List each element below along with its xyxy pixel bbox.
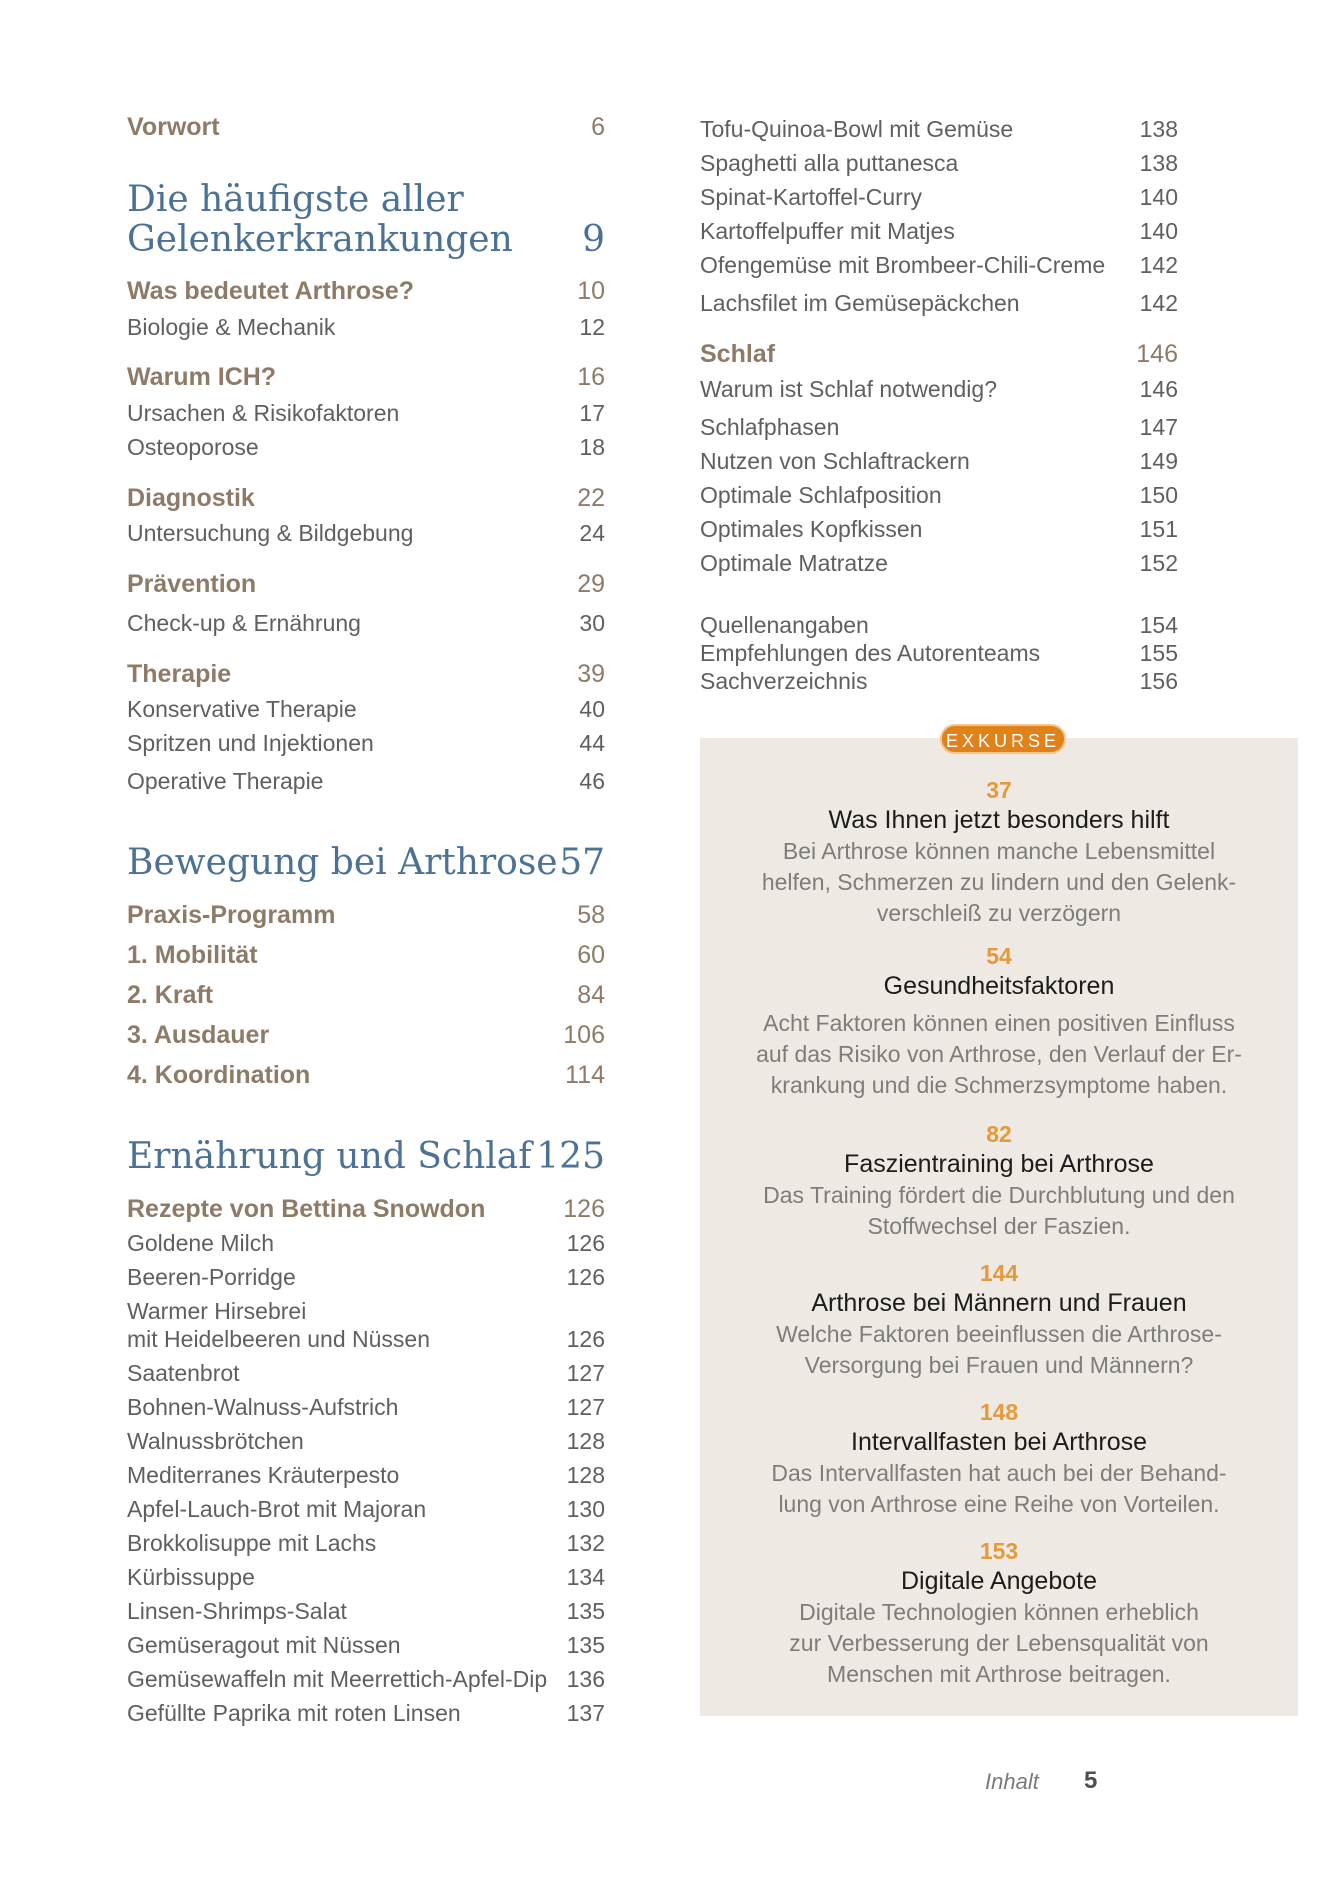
- toc-entry[interactable]: [700, 217, 1178, 245]
- toc-page: 39: [577, 660, 605, 688]
- toc-entry[interactable]: [700, 515, 1178, 543]
- toc-entry[interactable]: [127, 1461, 605, 1489]
- toc-label: Ofengemüse mit Brombeer-Chili-Creme: [700, 252, 1106, 278]
- exkurs-desc-line: Versorgung bei Frauen und Männern?: [804, 1352, 1194, 1378]
- toc-page: 106: [563, 1021, 605, 1049]
- toc-entry[interactable]: [700, 611, 1178, 639]
- toc-page: 146: [1139, 376, 1178, 402]
- toc-entry[interactable]: [127, 1229, 605, 1257]
- toc-page: 126: [566, 1230, 605, 1256]
- toc-page: 149: [1139, 448, 1178, 474]
- exkurs-item[interactable]: [700, 776, 1298, 929]
- toc-label: Warmer Hirsebrei: [127, 1298, 307, 1324]
- toc-page: 57: [559, 842, 605, 883]
- toc-entry[interactable]: [127, 695, 605, 723]
- toc-vorwort[interactable]: [127, 112, 605, 142]
- toc-entry[interactable]: [127, 362, 605, 392]
- exkurs-title: Digitale Angebote: [901, 1567, 1097, 1595]
- chapter-title-3: Ernährung und Schlaf: [127, 1136, 532, 1177]
- toc-label: Schlafphasen: [700, 414, 840, 440]
- exkurs-desc-line: Das Intervallfasten hat auch bei der Behand-: [771, 1460, 1227, 1486]
- exkurs-page: 54: [986, 943, 1012, 969]
- toc-entry[interactable]: [127, 1563, 605, 1591]
- toc-chapter-1[interactable]: [127, 220, 605, 260]
- toc-page: 58: [577, 901, 605, 929]
- toc-label: Goldene Milch: [127, 1230, 275, 1256]
- toc-chapter-3[interactable]: [127, 1137, 605, 1177]
- exkurs-item[interactable]: [700, 1120, 1298, 1242]
- toc-page: 135: [566, 1632, 605, 1658]
- toc-label: Warum ICH?: [127, 363, 277, 391]
- toc-entry[interactable]: [127, 609, 605, 637]
- toc-entry[interactable]: [127, 519, 605, 547]
- exkurs-item[interactable]: [700, 1398, 1298, 1520]
- chapter-title-1-line1: Die häufigste aller: [127, 179, 464, 220]
- toc-page: 146: [1136, 340, 1178, 368]
- toc-page: 142: [1139, 290, 1178, 316]
- toc-label: Warum ist Schlaf notwendig?: [700, 376, 998, 402]
- exkurs-title: Arthrose bei Männern und Frauen: [811, 1289, 1187, 1317]
- toc-entry[interactable]: [700, 183, 1178, 211]
- toc-label: Linsen-Shrimps-Salat: [127, 1598, 347, 1624]
- toc-entry[interactable]: [700, 115, 1178, 143]
- toc-page: 138: [1139, 150, 1178, 176]
- toc-label: Untersuchung & Bildgebung: [127, 520, 414, 546]
- exkurs-title: Faszientraining bei Arthrose: [844, 1150, 1154, 1178]
- toc-page: 18: [579, 434, 605, 460]
- toc-label: Spinat-Kartoffel-Curry: [700, 184, 922, 210]
- toc-page: 147: [1139, 414, 1178, 440]
- toc-page: 127: [566, 1394, 605, 1420]
- toc-entry[interactable]: [127, 767, 605, 795]
- toc-label: Osteoporose: [127, 434, 259, 460]
- toc-page: 140: [1139, 184, 1178, 210]
- toc-label: Walnussbrötchen: [127, 1428, 304, 1454]
- toc-page: 12: [579, 314, 605, 340]
- toc-page: 140: [1139, 218, 1178, 244]
- toc-label: Nutzen von Schlaftrackern: [700, 448, 970, 474]
- toc-entry[interactable]: [127, 1427, 605, 1455]
- toc-label: Ursachen & Risikofaktoren: [127, 400, 400, 426]
- toc-label: 1. Mobilität: [127, 941, 258, 969]
- toc-page: 128: [566, 1462, 605, 1488]
- toc-label: Lachsfilet im Gemüsepäckchen: [700, 290, 1020, 316]
- toc-entry[interactable]: [127, 980, 605, 1010]
- toc-page: 6: [591, 113, 605, 141]
- toc-entry[interactable]: [700, 639, 1178, 667]
- toc-page: 128: [566, 1428, 605, 1454]
- toc-label: Empfehlungen des Autorenteams: [700, 640, 1041, 666]
- toc-entry[interactable]: [700, 413, 1178, 441]
- toc-entry[interactable]: [700, 251, 1178, 279]
- toc-label: Biologie & Mechanik: [127, 314, 336, 340]
- toc-entry[interactable]: [127, 1529, 605, 1557]
- exkurs-desc-line: auf das Risiko von Arthrose, den Verlauf der Er-: [756, 1041, 1242, 1067]
- toc-label: Optimales Kopfkissen: [700, 516, 923, 542]
- toc-label: Rezepte von Bettina Snowdon: [127, 1195, 486, 1223]
- toc-entry-multiline[interactable]: [127, 1297, 605, 1353]
- toc-label: Brokkolisuppe mit Lachs: [127, 1530, 377, 1556]
- toc-label: 2. Kraft: [127, 981, 214, 1009]
- toc-entry[interactable]: [127, 1060, 605, 1090]
- toc-entry[interactable]: [700, 149, 1178, 177]
- toc-entry[interactable]: [700, 289, 1178, 317]
- toc-page: 17: [579, 400, 605, 426]
- toc-page: 132: [566, 1530, 605, 1556]
- exkurs-desc-line: krankung und die Schmerzsymptome haben.: [770, 1072, 1228, 1098]
- exkurs-desc-line: Menschen mit Arthrose beitragen.: [827, 1661, 1171, 1687]
- toc-entry[interactable]: [127, 1263, 605, 1291]
- toc-entry[interactable]: [127, 1597, 605, 1625]
- toc-page: 46: [579, 768, 605, 794]
- exkurs-desc-line: verschleiß zu verzögern: [876, 900, 1122, 926]
- toc-label: Konservative Therapie: [127, 696, 357, 722]
- toc-entry[interactable]: [127, 433, 605, 461]
- toc-label: Therapie: [127, 660, 232, 688]
- exkurs-title: Gesundheitsfaktoren: [883, 972, 1115, 1000]
- exkurs-desc-line: Das Training fördert die Durchblutung und den: [763, 1182, 1235, 1208]
- toc-label: Optimale Schlafposition: [700, 482, 942, 508]
- toc-label: Diagnostik: [127, 484, 255, 512]
- toc-page: 134: [566, 1564, 605, 1590]
- toc-label: Operative Therapie: [127, 768, 324, 794]
- toc-label: Quellenangaben: [700, 612, 869, 638]
- exkurs-desc-line: Stoffwechsel der Faszien.: [867, 1213, 1131, 1239]
- toc-entry[interactable]: [700, 339, 1178, 369]
- exkurs-desc-line: Welche Faktoren beeinflussen die Arthrose-: [776, 1321, 1222, 1347]
- toc-entry[interactable]: [127, 1393, 605, 1421]
- toc-label: Beeren-Porridge: [127, 1264, 296, 1290]
- toc-label: Spaghetti alla puttanesca: [700, 150, 959, 176]
- toc-page: 16: [577, 363, 605, 391]
- footer-section-label: Inhalt: [985, 1769, 1039, 1794]
- toc-label: Gefüllte Paprika mit roten Linsen: [127, 1700, 461, 1726]
- toc-page: 138: [1139, 116, 1178, 142]
- toc-label: Bohnen-Walnuss-Aufstrich: [127, 1394, 399, 1420]
- toc-entry[interactable]: [127, 1665, 605, 1693]
- toc-entry[interactable]: [700, 667, 1178, 695]
- toc-entry[interactable]: [127, 1495, 605, 1523]
- toc-page: 156: [1139, 668, 1178, 694]
- toc-entry[interactable]: [700, 447, 1178, 475]
- toc-entry[interactable]: [127, 659, 605, 689]
- toc-label: Schlaf: [700, 340, 776, 368]
- toc-page: 130: [566, 1496, 605, 1522]
- toc-label: 4. Koordination: [127, 1061, 311, 1089]
- toc-label: Saatenbrot: [127, 1360, 240, 1386]
- exkurs-page: 82: [986, 1121, 1012, 1147]
- chapter-title-2: Bewegung bei Arthrose: [127, 842, 558, 883]
- toc-label: Spritzen und Injektionen: [127, 730, 374, 756]
- toc-label: Sachverzeichnis: [700, 668, 868, 694]
- toc-label: Prävention: [127, 570, 257, 598]
- toc-entry[interactable]: [127, 1699, 605, 1727]
- toc-page: 136: [566, 1666, 605, 1692]
- toc-label: Apfel-Lauch-Brot mit Majoran: [127, 1496, 427, 1522]
- toc-entry[interactable]: [127, 1020, 605, 1050]
- toc-entry[interactable]: [127, 399, 605, 427]
- toc-label: Was bedeutet Arthrose?: [127, 277, 415, 305]
- exkurs-desc-line: Digitale Technologien können erheblich: [799, 1599, 1199, 1625]
- toc-page: 137: [566, 1700, 605, 1726]
- exkurs-desc-line: Acht Faktoren können einen positiven Einfluss: [763, 1010, 1235, 1036]
- toc-page: 40: [579, 696, 605, 722]
- exkurse-badge: EXKURSE: [940, 724, 1066, 754]
- exkurs-item[interactable]: [700, 942, 1298, 1101]
- exkurs-title: Intervallfasten bei Arthrose: [851, 1428, 1147, 1456]
- toc-page: 9: [582, 219, 605, 260]
- chapter-title-1-line2: Gelenkerkrankungen: [127, 219, 513, 260]
- toc-page: 151: [1139, 516, 1178, 542]
- toc-label: 3. Ausdauer: [127, 1021, 270, 1049]
- toc-label: Praxis-Programm: [127, 901, 336, 929]
- toc-chapter-2[interactable]: [127, 843, 605, 883]
- toc-page: 30: [579, 610, 605, 636]
- toc-page: 135: [566, 1598, 605, 1624]
- toc-page: 152: [1139, 550, 1178, 576]
- toc-label: Kartoffelpuffer mit Matjes: [700, 218, 955, 244]
- toc-page: 126: [566, 1326, 605, 1352]
- toc-page: 84: [577, 981, 605, 1009]
- exkurs-page: 153: [979, 1538, 1019, 1564]
- toc-entry[interactable]: [127, 1359, 605, 1387]
- exkurs-desc-line: Bei Arthrose können manche Lebensmittel: [782, 838, 1216, 864]
- toc-label: Optimale Matratze: [700, 550, 888, 576]
- toc-page: 126: [566, 1264, 605, 1290]
- toc-page: 22: [577, 484, 605, 512]
- toc-entry[interactable]: [127, 276, 605, 306]
- exkurs-item[interactable]: [700, 1537, 1298, 1690]
- toc-label: Kürbissuppe: [127, 1564, 255, 1590]
- exkurs-page: 144: [979, 1260, 1019, 1286]
- toc-page: 24: [579, 520, 605, 546]
- exkurs-desc-line: lung von Arthrose eine Reihe von Vorteilen.: [778, 1491, 1220, 1517]
- toc-label: Vorwort: [127, 113, 220, 141]
- toc-page: 155: [1139, 640, 1178, 666]
- exkurs-desc-line: zur Verbesserung der Lebensqualität von: [789, 1630, 1209, 1656]
- toc-entry[interactable]: [127, 940, 605, 970]
- toc-label: Check-up & Ernährung: [127, 610, 361, 636]
- page-number: 5: [1084, 1767, 1098, 1794]
- toc-entry[interactable]: [127, 900, 605, 930]
- toc-entry[interactable]: [127, 1194, 605, 1224]
- toc-entry[interactable]: [700, 375, 1178, 403]
- toc-page: 150: [1139, 482, 1178, 508]
- toc-label: mit Heidelbeeren und Nüssen: [127, 1326, 431, 1352]
- toc-page: 125: [536, 1136, 605, 1177]
- exkurs-desc-line: helfen, Schmerzen zu lindern und den Gelenk-: [761, 869, 1237, 895]
- toc-label: Gemüseragout mit Nüssen: [127, 1632, 401, 1658]
- toc-entry[interactable]: [127, 313, 605, 341]
- toc-page: 10: [577, 277, 605, 305]
- exkurs-page: 148: [979, 1399, 1019, 1425]
- toc-page: 126: [563, 1195, 605, 1223]
- toc-label: Mediterranes Kräuterpesto: [127, 1462, 400, 1488]
- toc-label: Gemüsewaffeln mit Meerrettich-Apfel-Dip: [127, 1666, 548, 1692]
- toc-page: 114: [565, 1061, 605, 1089]
- exkurs-item[interactable]: [700, 1259, 1298, 1381]
- toc-entry[interactable]: [700, 549, 1178, 577]
- toc-entry[interactable]: [127, 483, 605, 513]
- toc-page: 60: [577, 941, 605, 969]
- toc-page: 154: [1139, 612, 1178, 638]
- toc-page: 127: [566, 1360, 605, 1386]
- toc-label: Tofu-Quinoa-Bowl mit Gemüse: [700, 116, 1014, 142]
- toc-page: 142: [1139, 252, 1178, 278]
- toc-entry[interactable]: [127, 1631, 605, 1659]
- toc-entry[interactable]: [127, 729, 605, 757]
- toc-page: 44: [579, 730, 605, 756]
- toc-page: 29: [577, 570, 605, 598]
- exkurs-page: 37: [986, 777, 1012, 803]
- toc-entry[interactable]: [127, 569, 605, 599]
- exkurs-title: Was Ihnen jetzt besonders hilft: [828, 806, 1170, 834]
- toc-entry[interactable]: [700, 481, 1178, 509]
